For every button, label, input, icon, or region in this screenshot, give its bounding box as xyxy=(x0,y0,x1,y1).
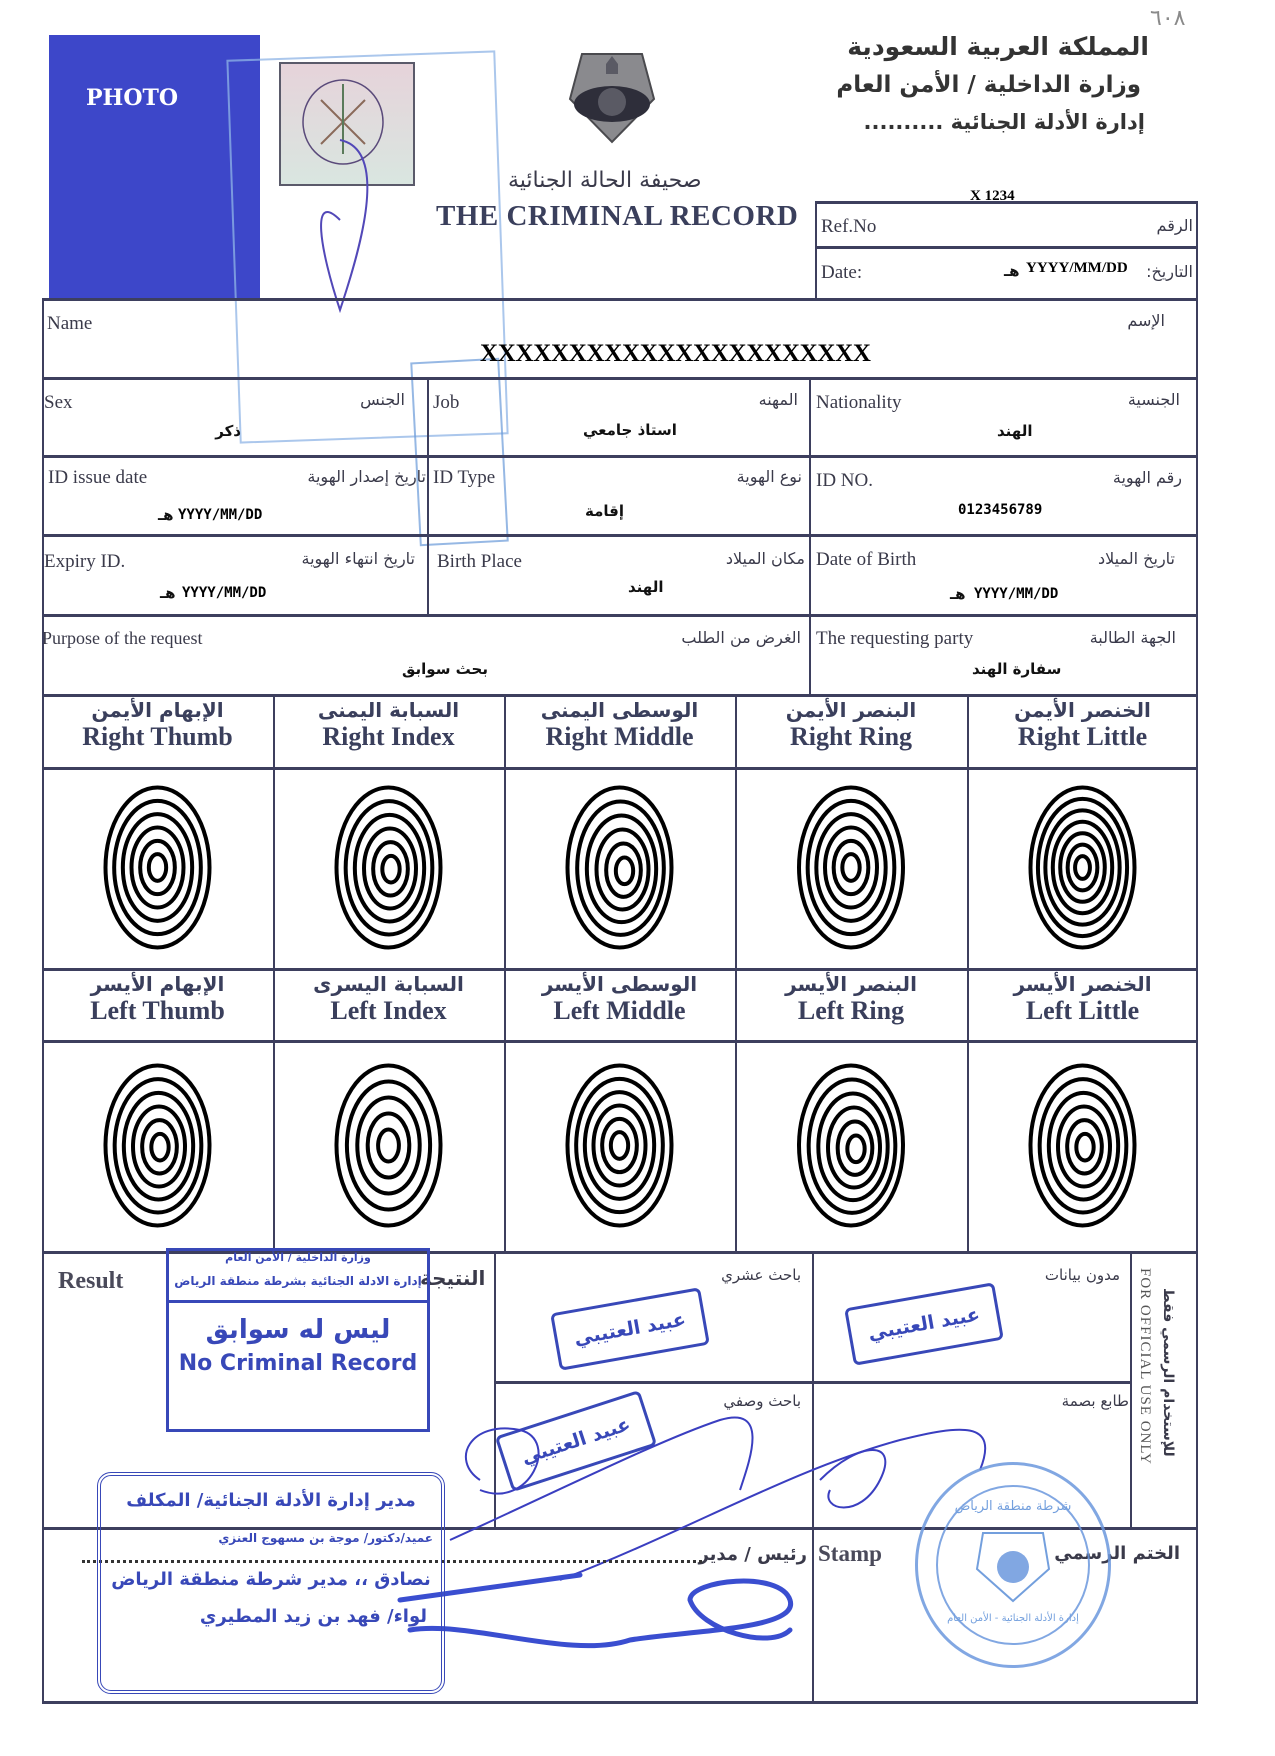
id-type-label-ar: نوع الهوية xyxy=(736,467,802,486)
stamp-label-ar: الختم الرسمي xyxy=(1054,1543,1180,1564)
director-title: مدير إدارة الأدلة الجنائية/ المكلف xyxy=(126,1490,416,1511)
stamp-department-line: إدارة الادلة الجنائية بشرطة منطقة الرياض xyxy=(174,1274,422,1288)
fingerprint-ridge xyxy=(616,858,633,885)
official-use-vertical-en: FOR OFFICIAL USE ONLY xyxy=(1137,1268,1153,1465)
ref-number: X 1234 xyxy=(970,188,1015,204)
name-label-ar: الإسم xyxy=(1127,311,1165,330)
sex-label-ar: الجنس xyxy=(360,390,405,409)
date-hijri-suffix: هـ xyxy=(1004,262,1020,280)
id-issue-date-value: YYYY/MM/DD xyxy=(178,507,263,523)
fingerprint-ridge xyxy=(140,841,175,894)
requesting-party-value: سفارة الهند xyxy=(972,660,1062,678)
fingerprint-ridge xyxy=(808,801,895,934)
nationality-value: الهند xyxy=(997,422,1033,440)
ministry-heading: وزارة الداخلية / الأمن العام xyxy=(836,72,1141,98)
finger-label-left-thumb xyxy=(42,972,273,1026)
date-of-birth-label-en: Date of Birth xyxy=(816,549,917,570)
id-no-label-en: ID NO. xyxy=(816,470,873,491)
fingerprint-ridge xyxy=(847,1136,864,1163)
date-of-birth-label-ar: تاريخ الميلاد xyxy=(1098,549,1175,568)
fingerprint-icon xyxy=(735,1040,967,1251)
fingerprint-ridge xyxy=(1076,1134,1093,1161)
certification-stamp-inner xyxy=(410,358,509,546)
page-number: ٦٠٨ xyxy=(1150,6,1186,31)
public-security-emblem-icon xyxy=(562,44,662,144)
fingerprint-icon xyxy=(735,767,967,968)
finger-name-en: Left Ring xyxy=(797,996,905,1025)
director-stamp xyxy=(97,1472,445,1694)
finger-label-left-little xyxy=(967,972,1198,1026)
director-name: عميد/دكتور/ موجة بن مسهوج العنزي xyxy=(218,1531,433,1545)
fingerprint-ridge xyxy=(1045,810,1119,924)
seal-text-bottom: إدارة الأدلة الجنائية - الأمن العام xyxy=(947,1613,1079,1624)
name-value: XXXXXXXXXXXXXXXXXXXXXX xyxy=(480,340,871,367)
endorsement-line: نصادق ،، مدير شرطة منطقة الرياض xyxy=(111,1569,431,1590)
fingerprint-ridge xyxy=(151,1134,168,1161)
finger-name-en: Right Thumb xyxy=(82,722,233,751)
department-heading: إدارة الأدلة الجنائية .......... xyxy=(863,110,1145,134)
id-no-value: 0123456789 xyxy=(958,502,1043,518)
fingerprint-icon xyxy=(504,1040,735,1251)
finger-name-ar: الوسطى اليمنى xyxy=(540,698,699,722)
ref-label-en: Ref.No xyxy=(821,216,877,237)
official-seal xyxy=(915,1462,1111,1668)
expiry-id-value: YYYY/MM/DD xyxy=(182,585,267,601)
document-title-en: THE CRIMINAL RECORD xyxy=(436,200,799,232)
finger-name-en: Right Little xyxy=(1017,722,1148,751)
official-cell-label: باحث وصفي xyxy=(723,1392,801,1410)
finger-label-left-middle xyxy=(504,972,735,1026)
fingerprint-ridge xyxy=(115,1079,202,1212)
fingerprint-ridge xyxy=(1067,1120,1102,1173)
finger-name-ar: البنصر الأيمن xyxy=(785,698,917,722)
date-of-birth-suffix: هـ xyxy=(950,585,966,603)
sex-value: ذكر xyxy=(215,422,241,440)
requesting-party-label-en: The requesting party xyxy=(816,628,974,649)
fingerprint-ridge xyxy=(1040,1079,1127,1212)
expiry-id-label-en: Expiry ID. xyxy=(44,551,126,572)
general-name: لواء/ فهد بن زيد المطيري xyxy=(199,1606,427,1627)
expiry-id-suffix: هـ xyxy=(160,584,176,602)
id-type-label-en: ID Type xyxy=(433,467,496,488)
seal-emblem-icon xyxy=(973,1525,1053,1605)
photo-label: PHOTO xyxy=(86,85,179,111)
expiry-id-label-ar: تاريخ انتهاء الهوية xyxy=(301,549,415,568)
id-issue-date-label-ar: تاريخ إصدار الهوية xyxy=(307,467,426,486)
result-label-ar: النتيجة xyxy=(420,1266,486,1290)
date-label-ar: التاريخ: xyxy=(1146,262,1193,281)
fingerprint-ridge xyxy=(606,844,641,897)
seal-text-top: شرطة منطقة الرياض xyxy=(954,1499,1072,1514)
officer-name-stamp: عبيد العتيبي xyxy=(550,1287,710,1371)
fingerprint-ridge xyxy=(142,1120,177,1173)
purpose-value: بحث سوابق xyxy=(402,660,488,678)
no-criminal-record-stamp xyxy=(166,1248,430,1432)
fingerprint-ridge xyxy=(809,1080,896,1213)
finger-name-ar: السبابة اليسرى xyxy=(313,972,464,996)
head-director-label: رئيس / مدير xyxy=(698,1544,807,1565)
job-value: استاذ جامعي xyxy=(583,421,677,439)
finger-label-left-ring xyxy=(735,972,967,1026)
birth-place-value: الهند xyxy=(628,578,664,596)
purpose-label-ar: الغرض من الطلب xyxy=(681,628,801,647)
finger-label-right-ring xyxy=(735,698,967,752)
official-cell-label: طابع بصمة xyxy=(1061,1392,1129,1410)
birth-place-label-en: Birth Place xyxy=(437,551,522,572)
finger-name-ar: الخنصر الأيمن xyxy=(1014,698,1151,722)
finger-name-en: Right Middle xyxy=(545,722,694,751)
officer-name-stamp: عبيد العتيبي xyxy=(844,1282,1004,1366)
fingerprint-ridge xyxy=(373,842,408,895)
fingerprint-icon xyxy=(504,767,735,968)
finger-name-en: Left Little xyxy=(1025,996,1140,1025)
fingerprint-ridge xyxy=(611,1132,628,1159)
country-heading: المملكة العربية السعودية xyxy=(847,32,1149,61)
fingerprint-ridge xyxy=(1068,845,1098,891)
fingerprint-ridge xyxy=(368,1114,410,1178)
fingerprint-icon xyxy=(967,1040,1198,1251)
general-signature-icon xyxy=(390,1560,810,1680)
fingerprint-ridge xyxy=(838,1122,873,1175)
finger-name-ar: السبابة اليمنى xyxy=(317,698,460,722)
fingerprint-ridge xyxy=(378,1130,399,1162)
finger-name-en: Right Ring xyxy=(789,722,913,751)
job-label-ar: المهنه xyxy=(758,390,798,409)
fingerprint-ridge xyxy=(1075,856,1090,879)
id-type-value: إقامة xyxy=(585,502,624,520)
fingerprint-icon xyxy=(273,1040,504,1251)
stamp-result-en: No Criminal Record xyxy=(178,1351,418,1376)
sex-label-en: Sex xyxy=(44,392,73,413)
fingerprint-ridge xyxy=(382,856,399,883)
finger-name-en: Left Middle xyxy=(553,996,686,1025)
finger-label-right-middle xyxy=(504,698,735,752)
fingerprint-ridge xyxy=(602,1119,637,1172)
fingerprint-ridge xyxy=(337,1066,441,1226)
job-label-en: Job xyxy=(433,392,460,413)
name-label-en: Name xyxy=(47,313,93,334)
purpose-label-en: Purpose of the request xyxy=(42,628,203,648)
stamp-label-en: Stamp xyxy=(818,1541,882,1566)
stamp-result-ar: ليس له سوابق xyxy=(205,1315,391,1345)
fingerprint-ridge xyxy=(347,1082,430,1210)
date-label-en: Date: xyxy=(821,262,863,283)
finger-name-ar: الخنصر الأيسر xyxy=(1013,972,1152,996)
finger-label-right-little xyxy=(967,698,1198,752)
document-title-ar: صحيفة الحالة الجنائية xyxy=(508,168,702,193)
finger-name-en: Left Thumb xyxy=(90,996,225,1025)
finger-name-ar: الإبهام الأيمن xyxy=(91,698,224,722)
fingerprint-icon xyxy=(273,767,504,968)
fingerprint-ridge xyxy=(577,802,664,935)
finger-label-right-index xyxy=(273,698,504,752)
official-use-vertical-ar: للإستخدام الرسمي فقط xyxy=(1160,1288,1176,1457)
finger-label-left-index xyxy=(273,972,504,1026)
date-value: YYYY/MM/DD xyxy=(1026,260,1128,276)
fingerprint-ridge xyxy=(346,801,433,934)
finger-name-ar: الإبهام الأيسر xyxy=(90,972,225,996)
finger-name-en: Right Index xyxy=(322,722,455,751)
requesting-party-label-ar: الجهة الطالبة xyxy=(1089,628,1176,647)
finger-name-ar: البنصر الأيسر xyxy=(785,972,917,996)
fingerprint-ridge xyxy=(576,1079,663,1212)
fingerprint-ridge xyxy=(834,841,869,894)
id-no-label-ar: رقم الهوية xyxy=(1112,468,1182,487)
finger-name-en: Left Index xyxy=(330,996,447,1025)
finger-label-right-thumb xyxy=(42,698,273,752)
date-of-birth-value: YYYY/MM/DD xyxy=(974,586,1059,602)
result-label-en: Result xyxy=(58,1268,124,1294)
officer-name-stamp: عبيد العتيبي xyxy=(495,1390,657,1492)
id-issue-date-label-en: ID issue date xyxy=(48,467,148,488)
fingerprint-icon xyxy=(42,767,273,968)
nationality-label-en: Nationality xyxy=(816,392,902,413)
birth-place-label-ar: مكان الميلاد xyxy=(725,549,805,568)
id-issue-date-suffix: هـ xyxy=(158,506,174,524)
fingerprint-ridge xyxy=(842,854,859,881)
fingerprint-icon xyxy=(967,767,1198,968)
fingerprint-ridge xyxy=(149,854,166,881)
fingerprint-ridge xyxy=(114,801,201,934)
ref-label-ar: الرقم xyxy=(1156,216,1193,235)
official-cell-label: مدون بيانات xyxy=(1044,1266,1120,1284)
stamp-ministry-line: وزارة الداخلية / الأمن العام xyxy=(225,1251,371,1264)
fingerprint-icon xyxy=(42,1040,273,1251)
nationality-label-ar: الجنسية xyxy=(1127,390,1180,409)
official-cell-label: باحث عشري xyxy=(721,1266,801,1284)
finger-name-ar: الوسطى الأيسر xyxy=(541,972,698,996)
